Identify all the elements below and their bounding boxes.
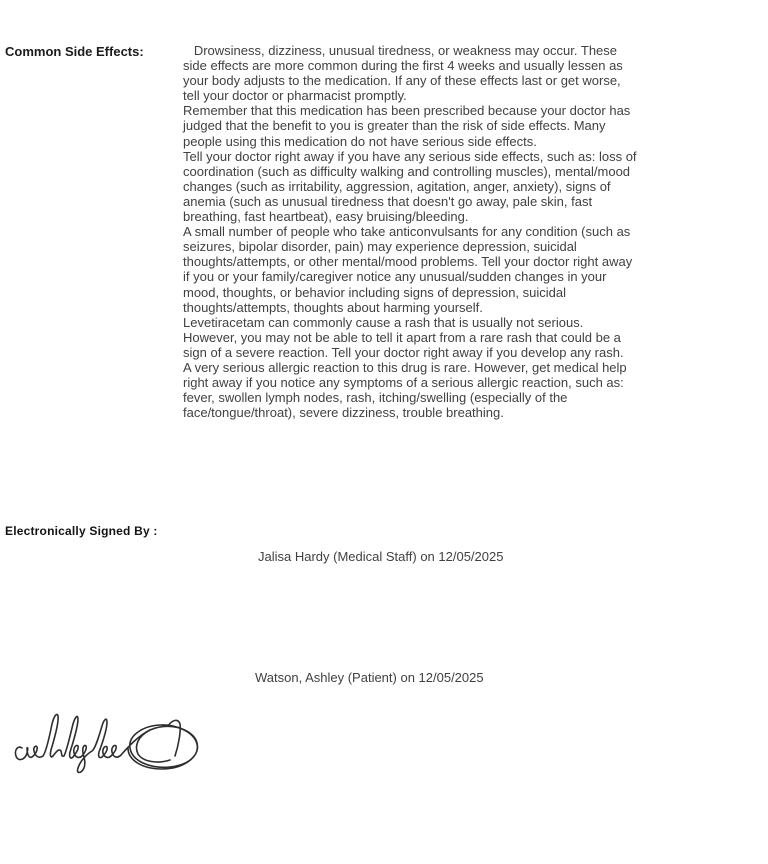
body-text-line: your body adjusts to the medication. If any of these effects last or get worse, bbox=[183, 73, 621, 89]
body-text-line: side effects are more common during the first 4 weeks and usually lessen as bbox=[183, 58, 623, 74]
body-text-line: However, you may not be able to tell it apart from a rare rash that could be a bbox=[183, 329, 621, 345]
body-text-line: seizures, bipolar disorder, pain) may experience depression, suicidal bbox=[183, 239, 577, 255]
patient-handwritten-signature bbox=[10, 698, 215, 776]
body-text-line: tell your doctor or pharmacist promptly. bbox=[183, 88, 407, 104]
body-text-line: Tell your doctor right away if you have any serious side effects, such as: loss of bbox=[183, 148, 637, 164]
body-text-line: Drowsiness, dizziness, unusual tiredness, or weakness may occur. These bbox=[183, 43, 618, 58]
body-text-line: A small number of people who take anticonvulsants for any condition (such as bbox=[183, 224, 631, 240]
body-text-line: if you or your family/caregiver notice any unusual/sudden changes in your bbox=[183, 269, 607, 285]
body-text-line: judged that the benefit to you is greater than the risk of side effects. Many bbox=[183, 118, 606, 134]
body-text-line: thoughts/attempts, or other mental/mood problems. Tell your doctor right away bbox=[183, 254, 633, 270]
signature-scribble-icon bbox=[10, 698, 215, 776]
staff-signature-text: Jalisa Hardy (Medical Staff) on 12/05/2025 bbox=[258, 549, 504, 564]
body-text-line: people using this medication do not have serious side effects. bbox=[183, 133, 537, 149]
body-text-line: thoughts/attempts, thoughts about harming yourself. bbox=[183, 299, 483, 315]
patient-signature-text: Watson, Ashley (Patient) on 12/05/2025 bbox=[255, 670, 484, 685]
body-text-line: mood, thoughts, or behavior including signs of depression, suicidal bbox=[183, 284, 567, 300]
body-text-line: anemia (such as unusual tiredness that doesn't go away, pale skin, fast bbox=[183, 193, 593, 209]
body-text-line: breathing, fast heartbeat), easy bruising/bleeding. bbox=[183, 209, 469, 225]
body-text-line: right away if you notice any symptoms of a serious allergic reaction, such as: bbox=[183, 375, 624, 391]
body-text-line: face/tongue/throat), severe dizziness, trouble breathing. bbox=[183, 405, 504, 421]
body-text-line: A very serious allergic reaction to this drug is rare. However, get medical help bbox=[183, 359, 627, 375]
side-effects-body-text bbox=[183, 43, 683, 420]
common-side-effects-label: Common Side Effects: bbox=[5, 44, 144, 59]
body-text-line: Remember that this medication has been prescribed because your doctor has bbox=[183, 103, 631, 119]
body-text-line: coordination (such as difficulty walking and controlling muscles), mental/mood bbox=[183, 163, 631, 179]
body-text-line: fever, swollen lymph nodes, rash, itching/swelling (especially of the bbox=[183, 390, 568, 406]
body-text-line: sign of a severe reaction. Tell your doctor right away if you develop any rash. bbox=[183, 344, 624, 360]
electronically-signed-by-label: Electronically Signed By : bbox=[5, 524, 158, 538]
body-text-line: changes (such as irritability, aggression, agitation, anger, anxiety), signs of bbox=[183, 178, 611, 194]
body-text-line: Levetiracetam can commonly cause a rash that is usually not serious. bbox=[183, 314, 584, 330]
